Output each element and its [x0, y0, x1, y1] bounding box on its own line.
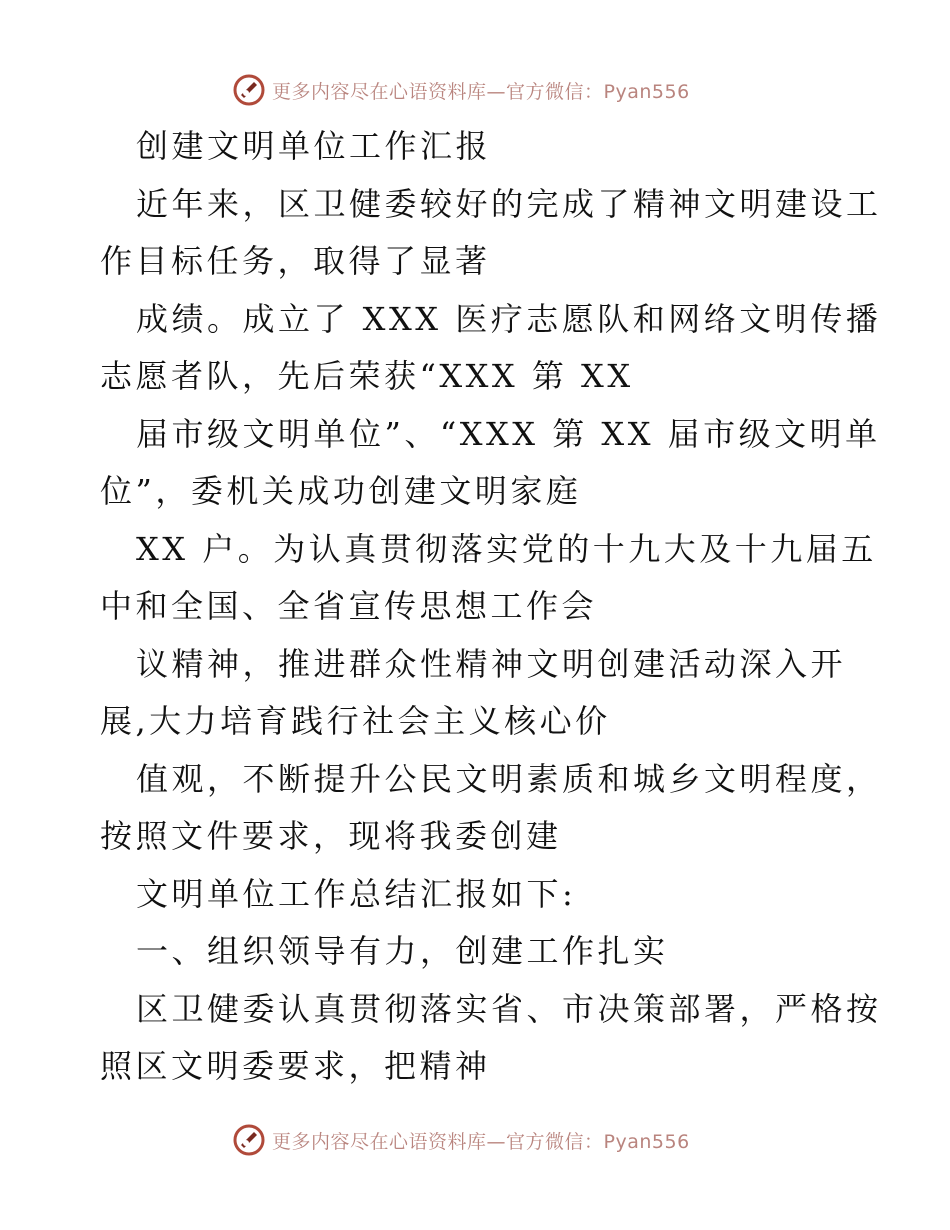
logo-icon	[232, 1123, 266, 1157]
paragraph-line: 志愿者队，先后荣获“XXX 第 XX	[100, 357, 634, 395]
paragraph-line: 议精神，推进群众性精神文明创建活动深入开	[136, 644, 847, 683]
paragraph-line: 成绩。成立了 XXX 医疗志愿队和网络文明传播	[136, 299, 882, 338]
footer-watermark	[232, 1120, 690, 1160]
section-heading: 一、组织领导有力，创建工作扎实	[136, 932, 669, 970]
document-title: 创建文明单位工作汇报	[136, 127, 492, 165]
paragraph-line: 文明单位工作总结汇报如下:	[136, 874, 577, 913]
header-watermark-text: 更多内容尽在心语资料库—官方微信：Pyan556	[272, 80, 690, 103]
paragraph-line: 中和全国、全省宣传思想工作会	[100, 587, 598, 625]
paragraph-line: 展,大力培育践行社会主义核心价	[100, 702, 611, 740]
paragraph-line: 照区文明委要求，把精神	[100, 1047, 491, 1085]
footer-watermark-text: 更多内容尽在心语资料库—官方微信：Pyan556	[272, 1130, 690, 1153]
paragraph-line: 届市级文明单位”、“XXX 第 XX 届市级文明单	[136, 414, 881, 453]
paragraph-line: XX 户。为认真贯彻落实党的十九大及十九届五	[136, 529, 877, 568]
header-watermark	[232, 70, 690, 110]
document-body	[100, 118, 882, 1096]
paragraph-line: 按照文件要求，现将我委创建	[100, 817, 562, 855]
paragraph-line: 作目标任务，取得了显著	[100, 242, 491, 280]
logo-icon	[232, 73, 266, 107]
paragraph-line: 近年来，区卫健委较好的完成了精神文明建设工	[136, 184, 882, 223]
paragraph-line: 值观，不断提升公民文明素质和城乡文明程度，	[136, 759, 882, 798]
paragraph-line: 区卫健委认真贯彻落实省、市决策部署，严格按	[136, 989, 882, 1028]
paragraph-line: 位”，委机关成功创建文明家庭	[100, 472, 582, 510]
